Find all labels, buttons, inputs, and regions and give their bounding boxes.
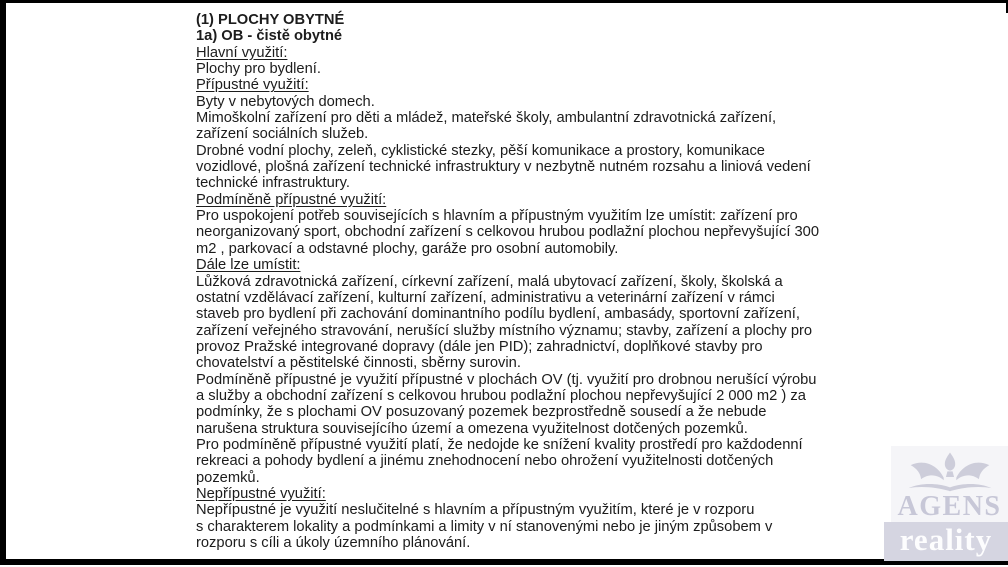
text-line: Podmíněně přípustné je využití přípustné v plochách OV (tj. využití pro drobnou nerušící výrobu <box>196 371 817 388</box>
text-line: podmínky, že s plochami OV posuzovaný pozemek bezprostředně sousedí a že nebude <box>196 404 767 421</box>
text-line: Plochy pro bydlení. <box>196 61 321 78</box>
text-line: Drobné vodní plochy, zeleň, cyklistické stezky, pěší komunikace a prostory, komunikace <box>196 142 765 159</box>
text-line: technické infrastruktury. <box>196 175 351 192</box>
text-line: staveb pro bydlení při zachování dominantního podílu bydlení, ambasády, sportovní zařízení, <box>196 306 800 323</box>
scan-border-left <box>0 0 6 560</box>
watermark-agens <box>891 446 1008 522</box>
text-line: Mimoškolní zařízení pro děti a mládež, mateřské školy, ambulantní zdravotnická zařízení, <box>196 110 777 127</box>
text-line: chovatelství a pěstitelské činnosti, sběrny surovin. <box>196 355 521 372</box>
text-line: Pro uspokojení potřeb souvisejících s hlavním a přípustným využitím lze umístit: zařízení pro <box>196 208 798 225</box>
text-line: Hlavní využití: <box>196 44 288 61</box>
text-line: a služby a obchodní zařízení s celkovou hrubou podlažní plochou nepřevyšující 2 000 m2 ) za <box>196 387 806 404</box>
text-line: ostatní vzdělávací zařízení, kulturní zařízení, administrativu a veterinární zařízení v rámci <box>196 289 775 306</box>
text-line: m2 , parkovací a odstavné plochy, garáže pro osobní automobily. <box>196 240 619 257</box>
text-line: (1) PLOCHY OBYTNÉ <box>196 12 345 28</box>
watermark-reality <box>884 522 1008 561</box>
text-line: narušena struktura souvisejícího území a omezena využitelnost dotčených pozemků. <box>196 420 748 437</box>
text-line: pozemků. <box>196 469 260 486</box>
text-line: Nepřípustné je využití neslučitelné s hlavním a přípustným využitím, které je v rozporu <box>196 502 755 519</box>
text-line: provoz Pražské integrované dopravy (dále jen PID); zahradnictví, doplňkové stavby pro <box>196 338 763 355</box>
text-line: s charakterem lokality a podmínkami a limity v ní stanovenými nebo je jiným způsobem v <box>196 518 773 535</box>
text-line: rozporu s cíli a úkoly územního plánování. <box>196 535 471 551</box>
text-line: Přípustné využití: <box>196 77 309 94</box>
text-line: zařízení sociálních služeb. <box>196 126 369 143</box>
scan-border-bottom <box>0 559 1008 565</box>
document-lines <box>196 12 846 551</box>
text-line: Pro podmíněně přípustné využití platí, že nedojde ke snížení kvality prostředí pro každodenní <box>196 436 803 453</box>
text-line: Byty v nebytových domech. <box>196 93 375 110</box>
text-line: vozidlové, plošná zařízení technické infrastruktury v nezbytně nutném rozsahu a liniová vedení <box>196 159 811 176</box>
text-line: neorganizovaný sport, obchodní zařízení s celkovou hrubou podlažní plochou nepřevyšující 300 <box>196 224 819 241</box>
text-line: 1a) OB - čistě obytné <box>196 28 343 45</box>
text-line: Nepřípustné využití: <box>196 485 326 502</box>
text-line: zařízení veřejného stravování, nerušící služby místního významu; stavby, zařízení a plochy pro <box>196 322 813 339</box>
scan-border-top <box>0 0 1008 3</box>
watermark-brand-text: AGENS <box>897 491 1002 522</box>
text-line: Dále lze umístit: <box>196 257 301 274</box>
watermark-brand-sub-text: reality <box>899 521 993 557</box>
text-line: Lůžková zdravotnická zařízení, církevní zařízení, malá ubytovací zařízení, školy, školská a <box>196 273 783 290</box>
text-line: rekreaci a pohody bydlení a jinému znehodnocení nebo ohrožení využitelnosti dotčených <box>196 453 774 470</box>
text-line: Podmíněně přípustné využití: <box>196 191 387 208</box>
crown-icon <box>900 451 1000 494</box>
